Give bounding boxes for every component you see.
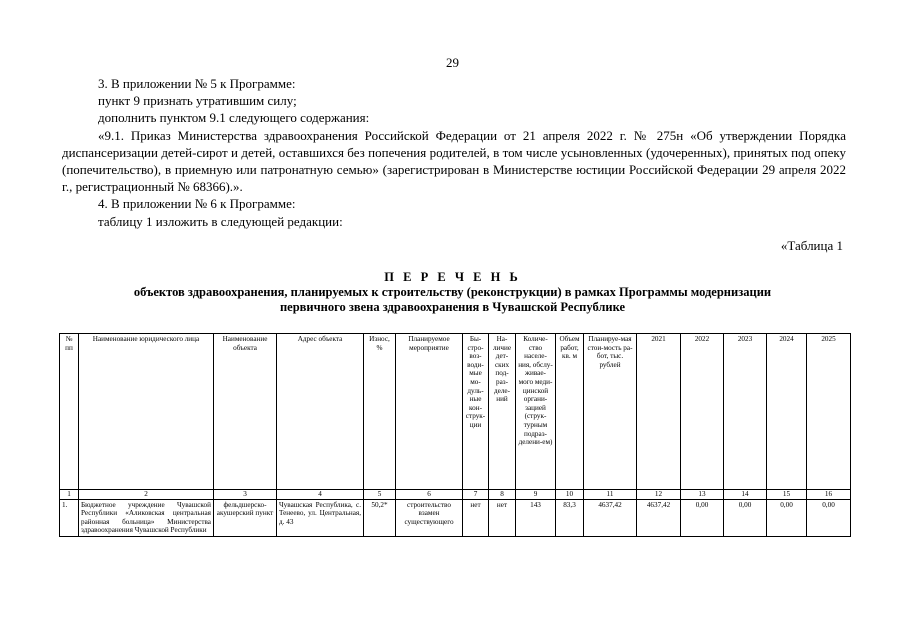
wear-cell: 50,2* (364, 499, 396, 536)
column-number: 2 (79, 490, 214, 500)
column-header: Количе-ство населе-ния, обслу-живае-мого меди-цинской органи-зацией (струк-турным подраз-делени-ем) (516, 334, 556, 490)
object-cell: фельдшерско-акушерский пункт (214, 499, 277, 536)
year-2024-cell: 0,00 (767, 499, 807, 536)
column-header: 2025 (807, 334, 851, 490)
table-row (60, 499, 851, 536)
year-2021-cell: 4637,42 (637, 499, 681, 536)
list-subtitle: первичного звена здравоохранения в Чувашской Республике (279, 300, 626, 314)
column-header: Планируе-мая стои-мость ра-бот, тыс. рублей (584, 334, 637, 490)
address-cell: Чувашская Республика, с. Тенеево, ул. Центральная, д. 43 (277, 499, 364, 536)
column-number: 8 (489, 490, 516, 500)
column-number: 15 (767, 490, 807, 500)
year-2022-cell: 0,00 (681, 499, 724, 536)
table-header-row (60, 334, 851, 490)
paragraph: «9.1. Приказ Министерства здравоохранения Российской Федерации от 21 апреля 2022 г. № 275н «Об утверждении Порядка диспансеризации детей-сирот и детей, оставшихся без попечения родителей, в том числе усыновленных (удочеренных), принятых под опеку (попечительство), в приемную или патронатную семью» (зарегистрирован в Министерстве юстиции Российской Федерации 29 апреля 2022 г., регистрационный № 68366).». (62, 127, 846, 195)
paragraph: пункт 9 признать утратившим силу; (98, 93, 297, 109)
area-cell: 83,3 (556, 499, 584, 536)
column-header: Наименование объекта (214, 334, 277, 490)
list-title: П Е Р Е Ч Е Н Ь (384, 270, 521, 284)
column-number: 11 (584, 490, 637, 500)
column-header: Бы-стро-воз-води-мые мо-дуль-ные кон-струк-ции (463, 334, 489, 490)
year-2025-cell: 0,00 (807, 499, 851, 536)
column-number: 4 (277, 490, 364, 500)
legal-entity-cell: Бюджетное учреждение Чувашской Республики «Аликовская центральная районная больница» Министерства здравоохранения Чувашской Республики (79, 499, 214, 536)
cost-cell: 4637,42 (584, 499, 637, 536)
column-header: 2024 (767, 334, 807, 490)
column-header: № пп (60, 334, 79, 490)
column-header: Наименование юридического лица (79, 334, 214, 490)
column-number: 13 (681, 490, 724, 500)
column-number: 14 (724, 490, 767, 500)
column-number: 1 (60, 490, 79, 500)
column-number: 9 (516, 490, 556, 500)
paragraph: таблицу 1 изложить в следующей редакции: (98, 213, 343, 229)
column-header: Планируемое мероприятие (396, 334, 463, 490)
objects-table (59, 333, 851, 537)
table-reference: «Таблица 1 (780, 238, 843, 253)
column-header: Износ, % (364, 334, 396, 490)
column-header: Адрес объекта (277, 334, 364, 490)
column-header: 2022 (681, 334, 724, 490)
population-cell: 143 (516, 499, 556, 536)
column-header: Объем работ, кв. м (556, 334, 584, 490)
column-number: 12 (637, 490, 681, 500)
column-header: На-личие дет-ских под-раз-деле-ний (489, 334, 516, 490)
column-number: 7 (463, 490, 489, 500)
column-number: 3 (214, 490, 277, 500)
column-number: 6 (396, 490, 463, 500)
paragraph: 3. В приложении № 5 к Программе: (98, 76, 296, 91)
children-cell: нет (489, 499, 516, 536)
column-number: 10 (556, 490, 584, 500)
row-number: 1. (60, 499, 79, 536)
column-number: 16 (807, 490, 851, 500)
page-number: 29 (446, 55, 459, 70)
year-2023-cell: 0,00 (724, 499, 767, 536)
list-subtitle: объектов здравоохранения, планируемых к строительству (реконструкции) в рамках Программы модернизации (133, 285, 772, 299)
paragraph: 4. В приложении № 6 к Программе: (98, 196, 296, 212)
modular-cell: нет (463, 499, 489, 536)
column-number: 5 (364, 490, 396, 500)
body-text (62, 75, 846, 230)
list-heading (0, 270, 905, 315)
column-header: 2021 (637, 334, 681, 490)
column-number-row (60, 490, 851, 500)
paragraph: дополнить пунктом 9.1 следующего содержания: (98, 110, 370, 126)
measure-cell: строительство взамен существующего (396, 499, 463, 536)
column-header: 2023 (724, 334, 767, 490)
